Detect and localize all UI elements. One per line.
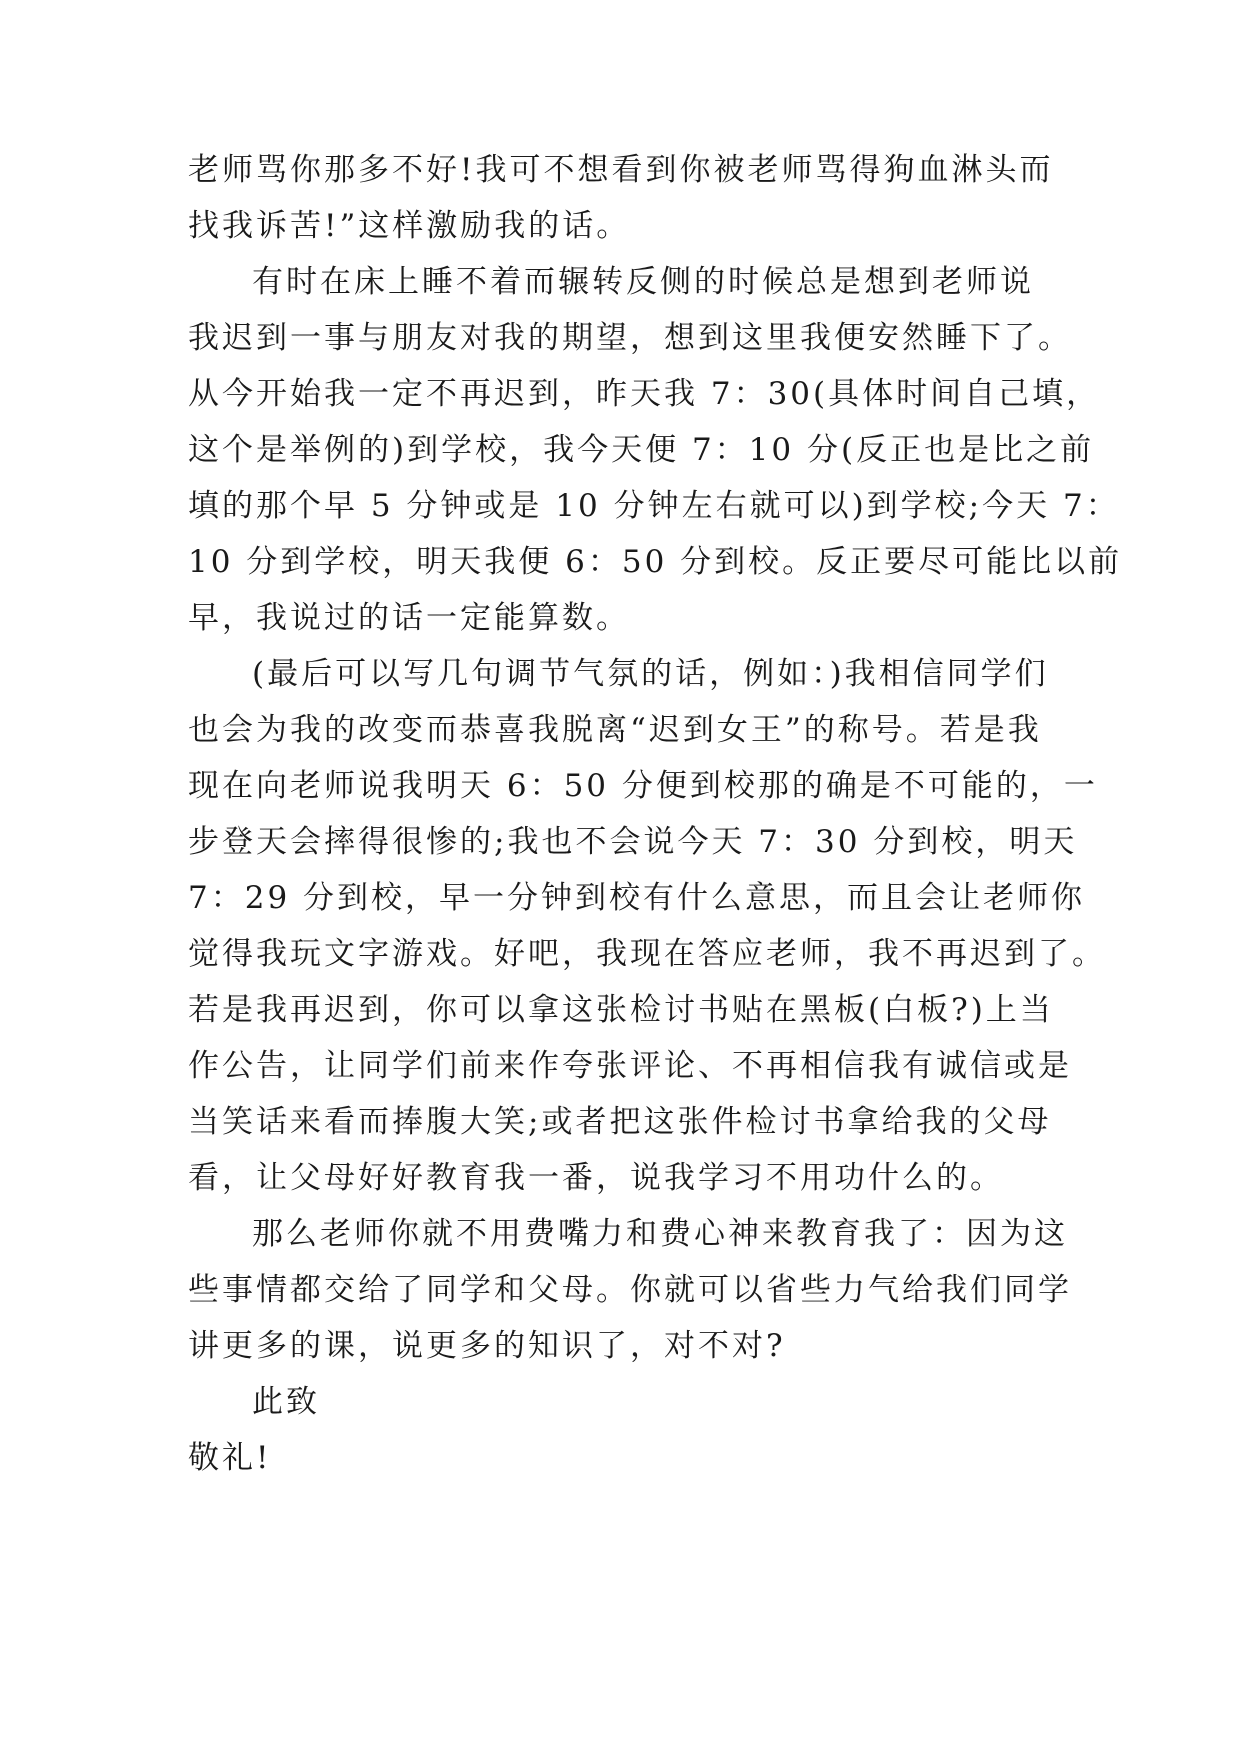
text-line: 找我诉苦!”这样激励我的话。: [188, 208, 631, 244]
text-line: 7：29 分到校，早一分钟到校有什么意思，而且会让老师你: [188, 880, 1086, 916]
text-line: 这个是举例的)到学校，我今天便 7：10 分(反正也是比之前: [188, 432, 1095, 468]
text-line: 从今开始我一定不再迟到，昨天我 7：30(具体时间自己填，: [188, 376, 1101, 412]
text-line: 些事情都交给了同学和父母。你就可以省些力气给我们同学: [188, 1272, 1072, 1308]
text-line: 作公告，让同学们前来作夸张评论、不再相信我有诚信或是: [188, 1048, 1072, 1084]
text-line: 觉得我玩文字游戏。好吧，我现在答应老师，我不再迟到了。: [188, 936, 1106, 972]
text-line: 当笑话来看而捧腹大笑;或者把这张件检讨书拿给我的父母: [188, 1104, 1052, 1140]
text-line: 早，我说过的话一定能算数。: [188, 600, 630, 636]
text-line: 讲更多的课，说更多的知识了，对不对?: [188, 1328, 786, 1364]
text-line: 步登天会摔得很惨的;我也不会说今天 7：30 分到校，明天: [188, 824, 1078, 860]
text-line: 老师骂你那多不好!我可不想看到你被老师骂得狗血淋头而: [188, 152, 1054, 188]
text-line: 现在向老师说我明天 6：50 分便到校那的确是不可能的，一: [188, 768, 1098, 804]
closing-salutation: 此致: [252, 1384, 320, 1420]
text-line: 若是我再迟到，你可以拿这张检讨书贴在黑板(白板?)上当: [188, 992, 1054, 1028]
closing-regards: 敬礼!: [188, 1440, 272, 1476]
text-line: 10 分到学校，明天我便 6：50 分到校。反正要尽可能比以前: [188, 544, 1123, 580]
paragraph-first-line: 有时在床上睡不着而辗转反侧的时候总是想到老师说: [252, 264, 1034, 300]
paragraph-first-line: 那么老师你就不用费嘴力和费心神来教育我了：因为这: [252, 1216, 1068, 1252]
text-line: 我迟到一事与朋友对我的期望，想到这里我便安然睡下了。: [188, 320, 1072, 356]
text-line: 也会为我的改变而恭喜我脱离“迟到女王”的称号。若是我: [188, 712, 1042, 748]
text-line: 填的那个早 5 分钟或是 10 分钟左右就可以)到学校;今天 7：: [188, 488, 1120, 524]
text-line: 看，让父母好好教育我一番，说我学习不用功什么的。: [188, 1160, 1004, 1196]
paragraph-first-line: (最后可以写几句调节气氛的话，例如：)我相信同学们: [252, 656, 1049, 692]
